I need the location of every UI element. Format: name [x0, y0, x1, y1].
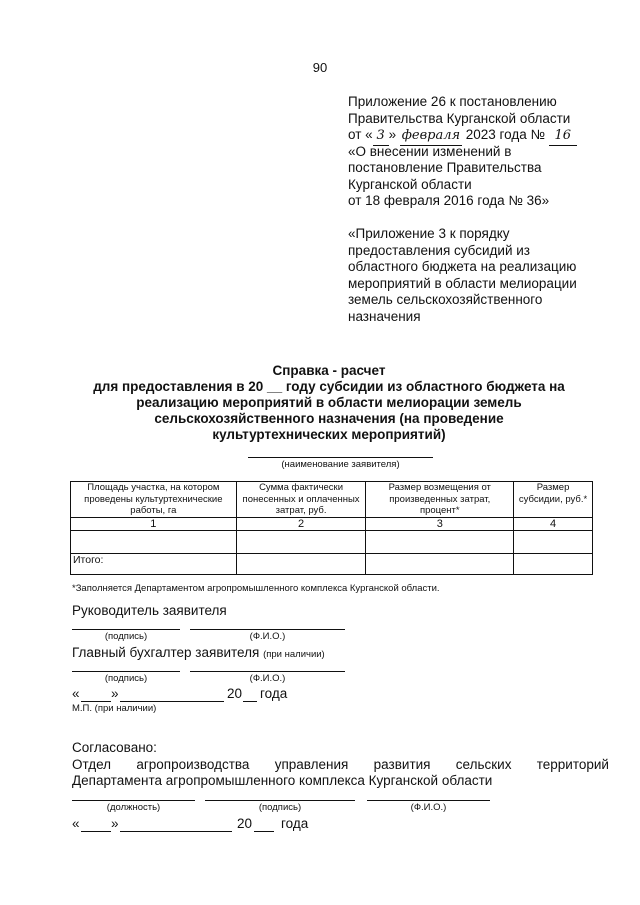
- accountant-signature-line[interactable]: [72, 671, 180, 672]
- table-total-row: [71, 554, 593, 575]
- table-cell[interactable]: [514, 531, 593, 554]
- table-cell[interactable]: [514, 554, 593, 575]
- footnote: *Заполняется Департаментом агропромышленного комплекса Курганской области.: [72, 583, 440, 594]
- table-number-row: [71, 518, 593, 531]
- column-number: 4: [514, 518, 593, 531]
- date-open-quote: «: [72, 686, 80, 701]
- date-suffix: 2023 года №: [465, 127, 545, 142]
- accountant-name-line[interactable]: [190, 671, 345, 672]
- agreed-position-line[interactable]: [72, 800, 195, 801]
- table-cell[interactable]: [236, 531, 366, 554]
- appendix-line-5: постановление Правительства: [348, 160, 542, 175]
- table-header-row: [71, 482, 593, 518]
- dept-word: Отдел: [72, 757, 112, 772]
- title-line-4: сельскохозяйственного назначения (на проведение: [154, 411, 504, 426]
- header-percent: Размер возмещения от произведенных затрат, процент*: [366, 482, 514, 518]
- table-cell[interactable]: [71, 531, 237, 554]
- dept-word: управления: [274, 757, 349, 772]
- appendix-line-9: предоставления субсидий из: [348, 243, 530, 258]
- year-suffix: года: [260, 686, 288, 701]
- date-day-field[interactable]: [81, 701, 111, 702]
- table-cell[interactable]: [366, 554, 514, 575]
- table-cell[interactable]: [236, 554, 366, 575]
- year-field[interactable]: [243, 701, 257, 702]
- header-area: Площадь участка, на котором проведены культуртехнические работы, га: [71, 482, 237, 518]
- column-number: 3: [366, 518, 514, 531]
- agreed-signature-line[interactable]: [205, 800, 355, 801]
- agreed-dept-line-1: [72, 757, 609, 772]
- table-row: [71, 531, 593, 554]
- applicant-name-line[interactable]: [248, 457, 433, 458]
- stamp-note: М.П. (при наличии): [72, 703, 157, 714]
- document-title: Справка - расчет: [272, 363, 386, 378]
- dept-word: агропроизводства: [136, 757, 250, 772]
- appendix-line-2: Правительства Курганской области: [348, 111, 571, 126]
- column-number: 1: [71, 518, 237, 531]
- appendix-line-11: мероприятий в области мелиорации: [348, 276, 577, 291]
- head-name-caption: (Ф.И.О.): [249, 631, 286, 642]
- agreed-position-caption: (должность): [106, 802, 161, 813]
- dept-word: территорий: [536, 757, 609, 772]
- dept-word: сельских: [455, 757, 512, 772]
- header-subsidy: Размер субсидии, руб.*: [514, 482, 593, 518]
- handwritten-day: 3: [373, 128, 389, 146]
- accountant-label-line: [72, 645, 325, 660]
- head-label: Руководитель заявителя: [72, 603, 227, 618]
- calculation-table: [70, 481, 593, 575]
- date2-open-quote: «: [72, 816, 80, 831]
- total-label: Итого:: [71, 554, 237, 575]
- appendix-line-4: «О внесении изменений в: [348, 144, 512, 159]
- dept-word: развития: [373, 757, 431, 772]
- agreed-name-caption: (Ф.И.О.): [410, 802, 447, 813]
- date-close-quote: »: [111, 686, 119, 701]
- title-line-3: реализацию мероприятий в области мелиорации земель: [136, 395, 522, 410]
- appendix-line-12: земель сельскохозяйственного: [348, 292, 543, 307]
- head-name-line[interactable]: [190, 629, 345, 630]
- title-line-5: культуртехнических мероприятий): [212, 427, 446, 442]
- head-signature-line[interactable]: [72, 629, 180, 630]
- year-prefix: 20: [227, 686, 243, 701]
- appendix-line-10: областного бюджета на реализацию: [348, 259, 577, 274]
- handwritten-number: 16: [549, 128, 577, 146]
- agreed-dept-line-2: Департамента агропромышленного комплекса Курганской области: [72, 773, 493, 788]
- accountant-signature-caption: (подпись): [104, 673, 148, 684]
- date2-month-field[interactable]: [120, 831, 232, 832]
- handwritten-month: февраля: [400, 128, 462, 146]
- appendix-line-7: от 18 февраля 2016 года № 36»: [348, 193, 550, 208]
- date2-close-quote: »: [111, 816, 119, 831]
- agreed-name-line[interactable]: [367, 800, 490, 801]
- appendix-date-line: [348, 127, 577, 146]
- page-number: 90: [312, 60, 328, 75]
- year2-prefix: 20: [237, 816, 253, 831]
- appendix-line-6: Курганской области: [348, 177, 472, 192]
- table-cell[interactable]: [366, 531, 514, 554]
- agreed-label: Согласовано:: [72, 740, 157, 755]
- agreed-signature-caption: (подпись): [258, 802, 302, 813]
- head-signature-caption: (подпись): [104, 631, 148, 642]
- year2-field[interactable]: [254, 831, 274, 832]
- accountant-note: (при наличии): [263, 649, 325, 660]
- accountant-label: Главный бухгалтер заявителя: [72, 645, 260, 660]
- date2-day-field[interactable]: [81, 831, 111, 832]
- column-number: 2: [236, 518, 366, 531]
- date-mid: »: [388, 127, 397, 142]
- title-line-2: для предоставления в 20 __ году субсидии из областного бюджета на: [93, 379, 565, 394]
- header-costs: Сумма фактически понесенных и оплаченных затрат, руб.: [236, 482, 366, 518]
- appendix-line-1: Приложение 26 к постановлению: [348, 94, 557, 109]
- date-prefix: от «: [348, 127, 373, 142]
- accountant-name-caption: (Ф.И.О.): [249, 673, 286, 684]
- appendix-line-13: назначения: [348, 309, 421, 324]
- date-month-field[interactable]: [120, 701, 224, 702]
- applicant-caption: (наименование заявителя): [281, 459, 400, 470]
- appendix-line-8: «Приложение 3 к порядку: [348, 226, 510, 241]
- year2-suffix: года: [281, 816, 309, 831]
